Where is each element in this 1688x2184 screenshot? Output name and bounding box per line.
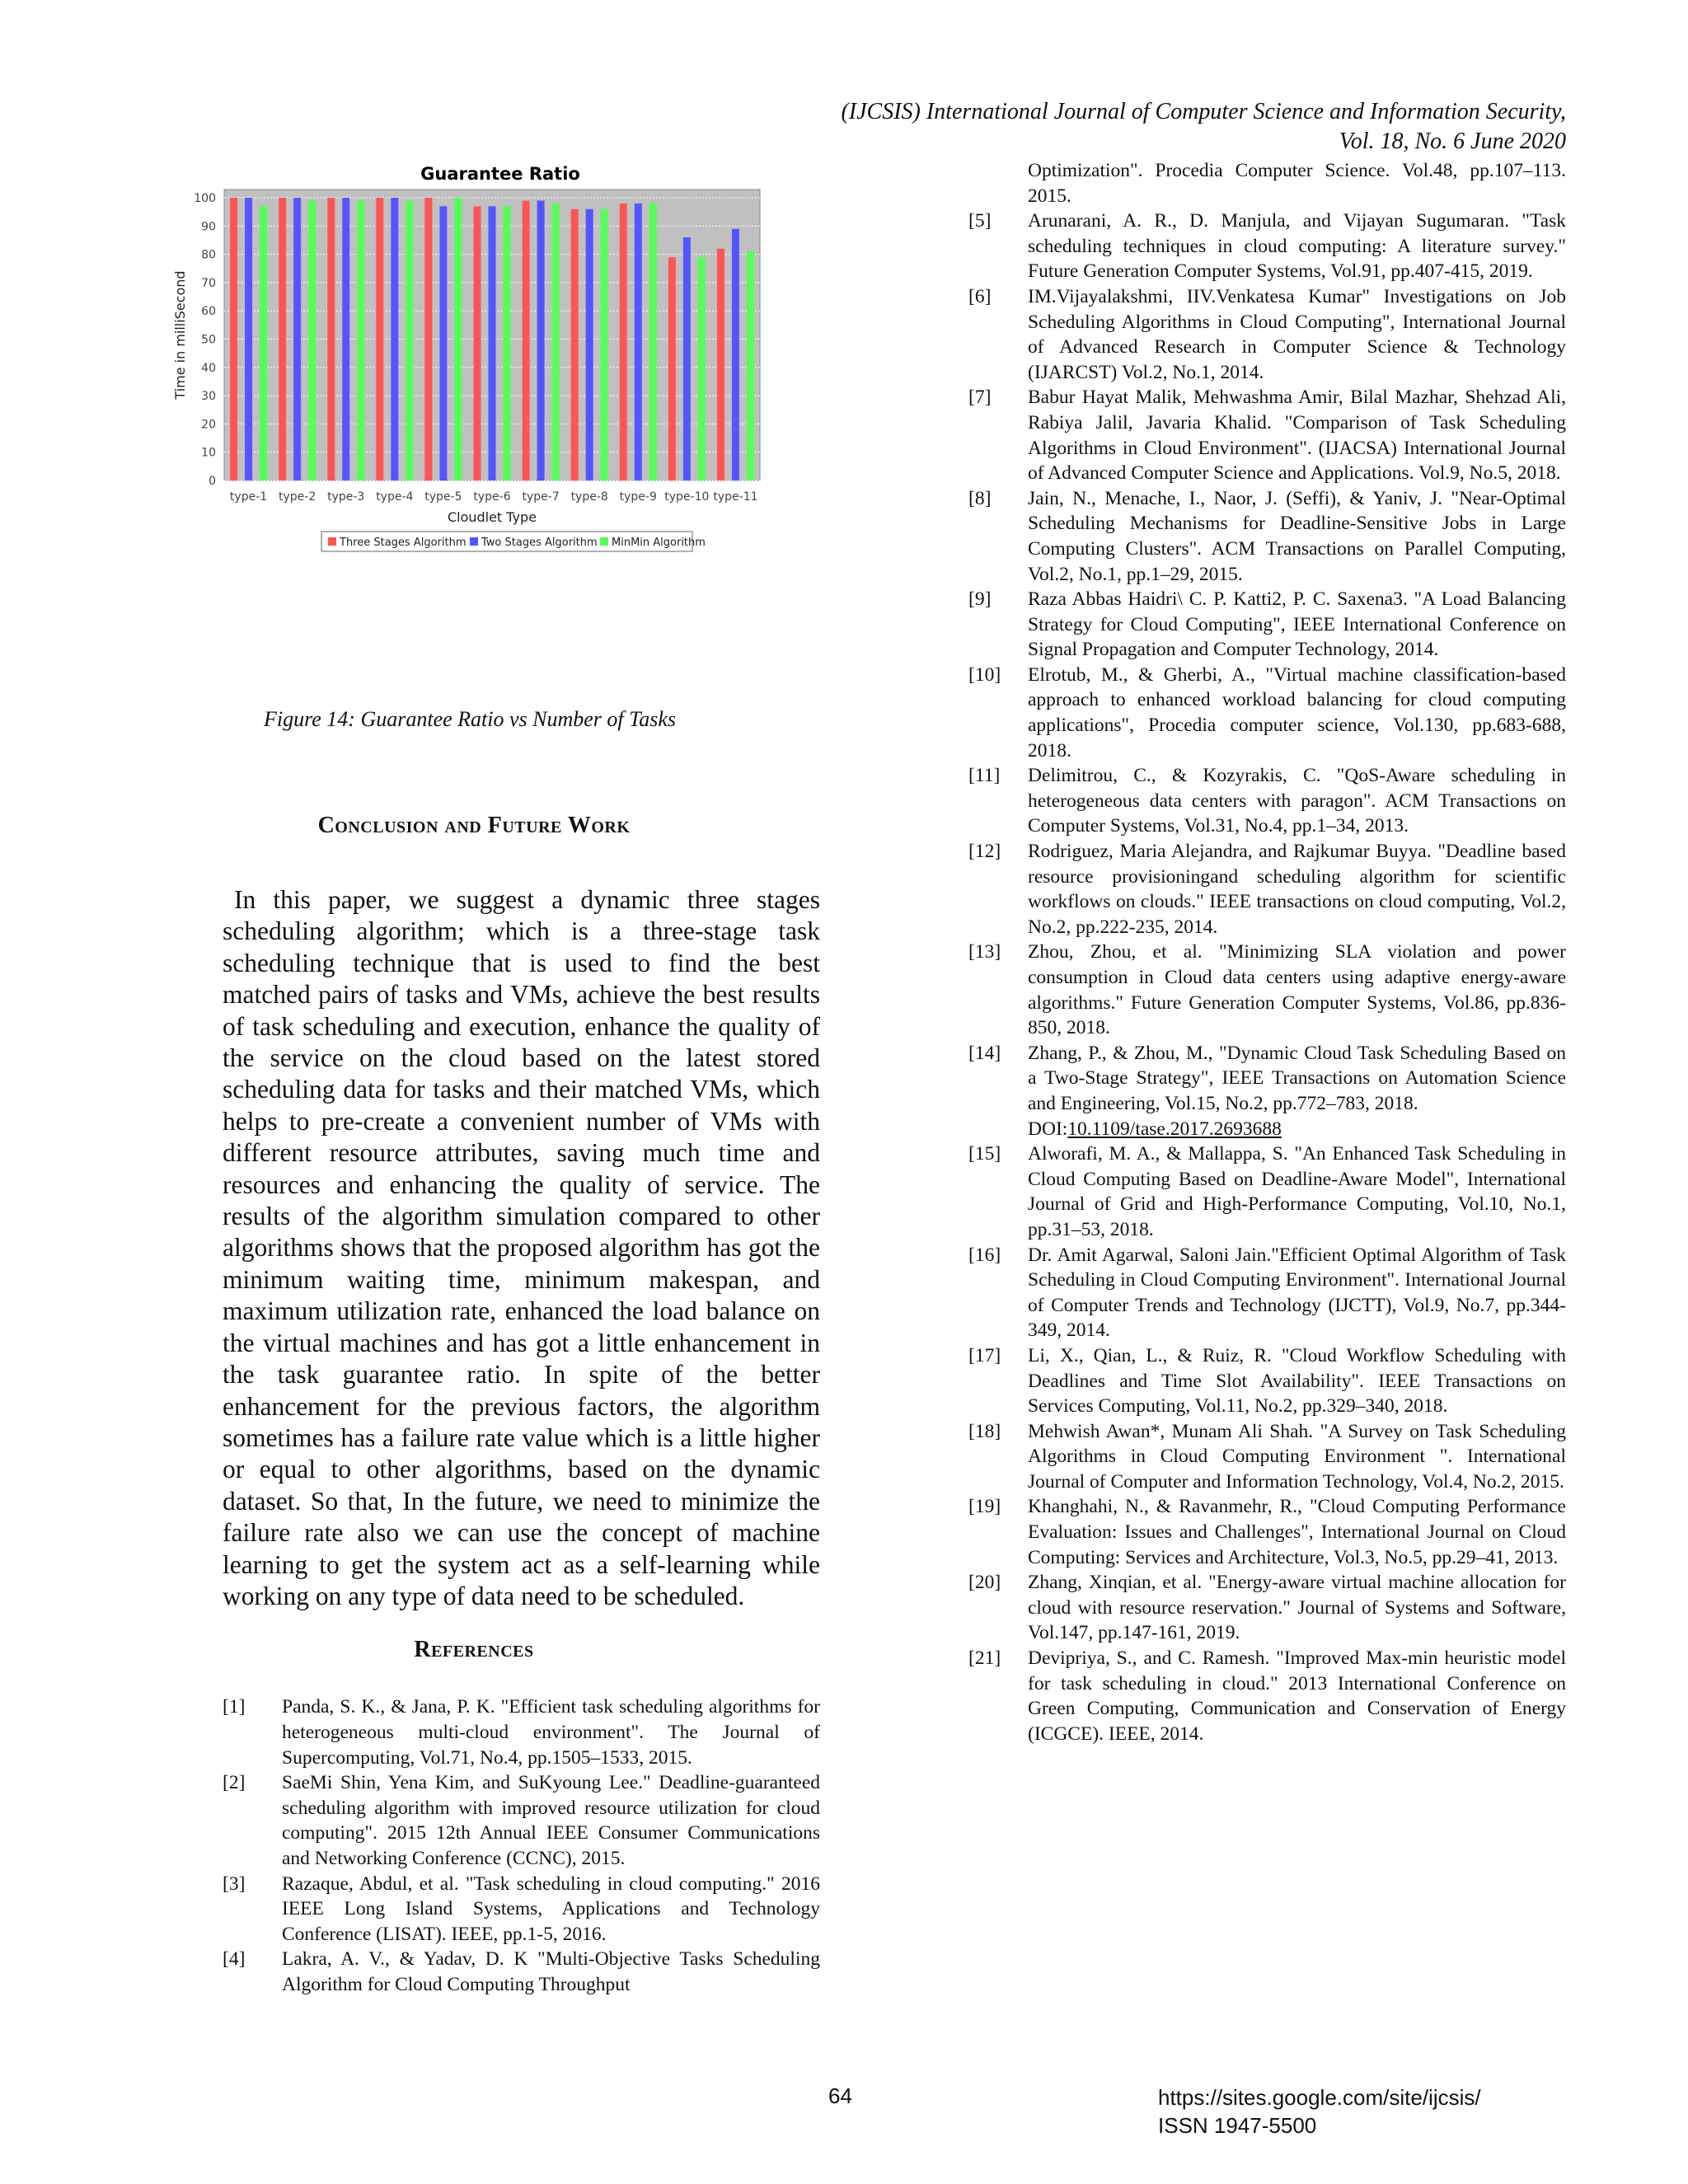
reference-number: [2] [223, 1772, 246, 1794]
reference-body: Li, X., Qian, L., & Ruiz, R. "Cloud Workflow Scheduling with Deadlines and Time Slot Availability". IEEE Transactions on Services Computing, Vol.11, No.2, pp.329–340, 2018. [1028, 1344, 1566, 1418]
bar [474, 206, 481, 480]
y-tick-label: 50 [201, 333, 216, 347]
reference-number: [14] [968, 1042, 1001, 1064]
guarantee-ratio-figure [172, 155, 820, 551]
legend-label: Three Stages Algorithm [340, 537, 467, 549]
reference-body: Devipriya, S., and C. Ramesh. "Improved Max-min heuristic model for task scheduling in cloud." 2013 International Conference on Green Computing, Communication and Conservation of Energy (ICGCE). IEEE, 2014. [1028, 1647, 1566, 1745]
reference-number: [1] [223, 1696, 246, 1718]
y-tick-label: 70 [201, 276, 216, 290]
bar [732, 229, 739, 480]
bar [683, 237, 691, 480]
y-tick-label: 40 [201, 361, 216, 375]
bar [357, 200, 364, 480]
bar [523, 200, 530, 480]
reference-text: Razaque, Abdul, et al. "Task scheduling in cloud computing." 2016 IEEE Long Island Systems, Applications and Technology Conference (LISAT). IEEE, pp.1-5, 2016. [282, 1872, 820, 1945]
reference-item [223, 1947, 820, 1997]
reference-body: Mehwish Awan*, Munam Ali Shah. "A Survey on Task Scheduling Algorithms in Cloud Computing Environment ". International Journal of Computer and Information Technology, Vol.4, No.2, 2015. [1028, 1420, 1566, 1493]
reference-body: Jain, N., Menache, I., Naor, J. (Seffi), & Yaniv, J. "Near-Optimal Scheduling Mechanisms for Deadline-Sensitive Jobs in Large Computing Clusters". ACM Transactions on Parallel Computing, Vol.2, No.1, pp.1–29, 2015. [1028, 487, 1566, 585]
bar [489, 206, 496, 480]
bar [230, 198, 237, 480]
bar [293, 198, 301, 480]
x-axis-label: Cloudlet Type [447, 509, 537, 525]
y-tick-label: 20 [201, 418, 216, 432]
bar [717, 249, 724, 480]
reference-text [1028, 1243, 1566, 1343]
bar [391, 198, 398, 480]
reference-item [968, 1041, 1566, 1141]
reference-number: [19] [968, 1496, 1001, 1518]
reference-number: [15] [968, 1143, 1001, 1165]
reference-number: [17] [968, 1344, 1001, 1366]
reference-item [968, 763, 1566, 839]
bar [698, 257, 706, 480]
reference-item [968, 1243, 1566, 1343]
reference-number: [10] [968, 663, 1001, 686]
journal-header-line1: (IJCSIS) International Journal of Computer Science and Information Security, [841, 99, 1566, 124]
reference-text: Lakra, A. V., & Yadav, D. K "Multi-Objective Tasks Scheduling Algorithm for Cloud Computing Throughput [282, 1948, 820, 1995]
bar [571, 209, 579, 480]
bar [586, 209, 593, 480]
bar [327, 198, 335, 480]
bar [668, 257, 676, 480]
bar [537, 200, 545, 480]
bar [504, 206, 511, 480]
reference-text: SaeMi Shin, Yena Kim, and SuKyoung Lee." Deadline-guaranteed scheduling algorithm with improved resource utilization for cloud computing". 2015 12th Annual IEEE Consumer Communications and Networking Conference (CCNC), 2015. [282, 1772, 820, 1869]
reference-text [1028, 209, 1566, 284]
reference-text [1028, 385, 1566, 485]
bar [552, 204, 560, 480]
right-column [968, 158, 1566, 1746]
bar [454, 198, 462, 480]
y-axis-label: Time in milliSecond [172, 270, 188, 400]
reference-text [1028, 663, 1566, 763]
x-tick-label: type-1 [229, 490, 268, 504]
doi-prefix: DOI: [1028, 1118, 1068, 1140]
reference-item [968, 587, 1566, 663]
reference-item [968, 839, 1566, 940]
reference-body: Babur Hayat Malik, Mehwashma Amir, Bilal Mazhar, Shehzad Ali, Rabiya Jalil, Javaria Khalid. "Comparison of Task Scheduling Algorithms in Cloud Environment". (IJACSA) International Journal of Advanced Computer Science and Applications. Vol.9, No.5, 2018. [1028, 387, 1566, 485]
doi-link[interactable]: 10.1109/tase.2017.2693688 [1067, 1118, 1282, 1140]
reference-item [968, 1141, 1566, 1242]
reference-number: [20] [968, 1572, 1001, 1594]
reference-text [1028, 763, 1566, 839]
reference-body: Delimitrou, C., & Kozyrakis, C. "QoS-Aware scheduling in heterogeneous data centers with paragon". ACM Transactions on Computer Systems, Vol.31, No.4, pp.1–34, 2013. [1028, 765, 1566, 837]
legend-label: MinMin Algorithm [612, 537, 706, 549]
bar [747, 251, 754, 480]
bar [635, 204, 642, 480]
reference-text [1028, 1570, 1566, 1646]
reference-text [1028, 1041, 1566, 1141]
conclusion-text: In this paper, we suggest a dynamic three stages scheduling algorithm; which is a three-stage task scheduling technique that is used to find the best matched pairs of tasks and VMs, achieve the best results of task scheduling and execution, enhance the quality of the service on the cloud based on the latest stored scheduling data for tasks and their matched VMs, which helps to pre-create a convenient number of VMs with different resource attributes, saving much time and resources and enhancing the quality of service. The results of the algorithm simulation compared to other algorithms shows that the proposed algorithm has got the minimum waiting time, minimum makespan, and maximum utilization rate, enhanced the load balance on the virtual machines and has got a little enhancement in the task guarantee ratio. In spite of the better enhancement for the previous factors, the algorithm sometimes has a failure rate value which is a little higher or equal to other algorithms, based on the dynamic dataset. So that, In the future, we need to minimize the failure rate also we can use the concept of machine learning to get the system act as a self-learning while working on any type of data need to be scheduled. [223, 885, 820, 1610]
conclusion-heading: Conclusion and Future Work [317, 813, 631, 838]
x-tick-label: type-3 [327, 490, 365, 504]
reference-item [968, 1343, 1566, 1419]
y-tick-label: 80 [201, 248, 216, 262]
page-number: 64 [828, 2083, 852, 2108]
reference-number: [3] [223, 1872, 246, 1895]
bar [342, 198, 349, 480]
legend-swatch [328, 537, 336, 546]
reference-number: [13] [968, 941, 1001, 963]
reference-text [1028, 1494, 1566, 1570]
y-tick-label: 0 [209, 475, 216, 488]
bar [424, 198, 432, 480]
bar [279, 198, 286, 480]
reference-text [1028, 1141, 1566, 1242]
reference-body: Raza Abbas Haidri\ C. P. Katti2, P. C. Saxena3. "A Load Balancing Strategy for Cloud Computing", IEEE International Conference on Signal Propagation and Computer Technology, 2014. [1028, 588, 1566, 661]
reference-body: Zhang, Xinqian, et al. "Energy-aware virtual machine allocation for cloud with resource reservation." Journal of Systems and Software, Vol.147, pp.147-161, 2019. [1028, 1572, 1566, 1644]
reference-item [968, 1419, 1566, 1495]
left-column [172, 155, 820, 1997]
reference-body: Khanghahi, N., & Ravanmehr, R., "Cloud Computing Performance Evaluation: Issues and Challenges", International Journal on Cloud Computing: Services and Architecture, Vol.3, No.5, pp.29–41, 2013. [1028, 1496, 1566, 1568]
reference-text [1028, 587, 1566, 663]
legend-swatch [470, 537, 478, 546]
x-tick-label: type-8 [570, 490, 608, 504]
reference-body: Alworafi, M. A., & Mallappa, S. "An Enhanced Task Scheduling in Cloud Computing Based on Deadline-Aware Model", International Journal of Grid and High-Performance Computing, Vol.10, No.1, pp.31–53, 2018. [1028, 1143, 1566, 1240]
bar [620, 204, 627, 480]
y-tick-label: 10 [201, 446, 216, 460]
reference-4-continued: Optimization". Procedia Computer Science. Vol.48, pp.107–113. 2015. [1028, 160, 1566, 207]
figure-caption: Figure 14: Guarantee Ratio vs Number of Tasks [264, 707, 676, 731]
reference-item [223, 1872, 820, 1947]
reference-text [1028, 839, 1566, 940]
references-heading: References [414, 1637, 534, 1663]
y-tick-label: 90 [201, 220, 216, 234]
footer-issn: ISSN 1947-5500 [1158, 2113, 1317, 2138]
x-tick-label: type-9 [619, 490, 657, 504]
reference-item [968, 1494, 1566, 1570]
reference-body: Zhou, Zhou, et al. "Minimizing SLA violation and power consumption in Cloud data centers using adaptive energy-aware algorithms." Future Generation Computer Systems, Vol.86, pp.836-850, 2018. [1028, 941, 1566, 1039]
bar [601, 209, 608, 480]
y-tick-label: 30 [201, 390, 216, 404]
chart-title: Guarantee Ratio [420, 164, 580, 184]
x-tick-label: type-4 [376, 490, 414, 504]
x-tick-label: type-5 [424, 490, 462, 504]
x-tick-label: type-11 [713, 490, 758, 504]
journal-header [495, 97, 1566, 157]
bar [245, 198, 252, 480]
reference-number: [11] [968, 765, 1001, 787]
reference-item [968, 940, 1566, 1040]
x-tick-label: type-10 [664, 490, 710, 504]
bar [376, 198, 383, 480]
bar [260, 206, 267, 480]
reference-text [1028, 486, 1566, 587]
references-left [223, 1694, 820, 1997]
bar [406, 200, 413, 480]
x-tick-label: type-2 [279, 490, 316, 504]
reference-text [1028, 1343, 1566, 1419]
reference-text [1028, 1646, 1566, 1746]
reference-body: Elrotub, M., & Gherbi, A., "Virtual machine classification-based approach to enhanced workload balancing for cloud computing applications", Procedia computer science, Vol.130, pp.683-688, 2018. [1028, 663, 1566, 762]
footer-url: https://sites.google.com/site/ijcsis/ [1158, 2085, 1481, 2110]
references-right [968, 209, 1566, 1746]
reference-item [968, 385, 1566, 485]
reference-item [223, 1770, 820, 1871]
reference-number: [4] [223, 1948, 246, 1971]
y-tick-label: 100 [194, 192, 216, 205]
x-tick-label: type-7 [522, 490, 560, 504]
reference-item [968, 209, 1566, 284]
footer-site [1158, 2083, 1481, 2139]
reference-body: Zhang, P., & Zhou, M., "Dynamic Cloud Task Scheduling Based on a Two-Stage Strategy", IEEE Transactions on Automation Science and Engineering, Vol.15, No.2, pp.772–783, 2018. [1028, 1042, 1566, 1114]
reference-text [1028, 940, 1566, 1040]
reference-number: [8] [968, 487, 992, 509]
reference-number: [12] [968, 841, 1001, 863]
reference-item [968, 663, 1566, 763]
reference-number: [6] [968, 285, 992, 307]
legend-swatch [600, 537, 608, 546]
reference-number: [9] [968, 588, 992, 611]
legend-label: Two Stages Algorithm [481, 537, 598, 549]
reference-body: Rodriguez, Maria Alejandra, and Rajkumar Buyya. "Deadline based resource provisioningand scheduling algorithm for scientific workflows on clouds." IEEE transactions on cloud computing, Vol.2, No.2, pp.222-235, 2014. [1028, 841, 1566, 938]
reference-item [968, 284, 1566, 385]
bar [649, 204, 657, 480]
reference-text [1028, 1419, 1566, 1495]
reference-body: Dr. Amit Agarwal, Saloni Jain."Efficient Optimal Algorithm of Task Scheduling in Cloud Computing Environment". International Journal of Computer Trends and Technology (IJCTT), Vol.9, No.7, pp.344-349, 2014. [1028, 1244, 1566, 1342]
reference-text: Panda, S. K., & Jana, P. K. "Efficient task scheduling algorithms for heterogeneous multi-cloud environment". The Journal of Supercomputing, Vol.71, No.4, pp.1505–1533, 2015. [282, 1696, 820, 1769]
guarantee-ratio-chart [132, 155, 808, 551]
reference-number: [16] [968, 1244, 1001, 1266]
y-tick-label: 60 [201, 305, 216, 319]
reference-number: [18] [968, 1420, 1001, 1442]
reference-item [968, 1570, 1566, 1646]
bar [308, 200, 316, 480]
reference-body: Arunarani, A. R., D. Manjula, and Vijayan Sugumaran. "Task scheduling techniques in cloud computing: A literature survey." Future Generation Computer Systems, Vol.91, pp.407-415, 2019. [1028, 210, 1566, 283]
reference-item [968, 486, 1566, 587]
reference-body: IM.Vijayalakshmi, IIV.Venkatesa Kumar" Investigations on Job Scheduling Algorithms in Cloud Computing", International Journal of Advanced Research in Computer Science & Technology (IJARCST) Vol.2, No.1, 2014. [1028, 285, 1566, 383]
reference-number: [7] [968, 387, 992, 409]
reference-text [1028, 284, 1566, 385]
reference-item [968, 1646, 1566, 1746]
reference-item [223, 1694, 820, 1770]
reference-number: [21] [968, 1647, 1001, 1670]
x-tick-label: type-6 [473, 490, 511, 504]
bar [439, 206, 447, 480]
journal-header-line2: Vol. 18, No. 6 June 2020 [1339, 129, 1566, 154]
reference-number: [5] [968, 210, 992, 232]
